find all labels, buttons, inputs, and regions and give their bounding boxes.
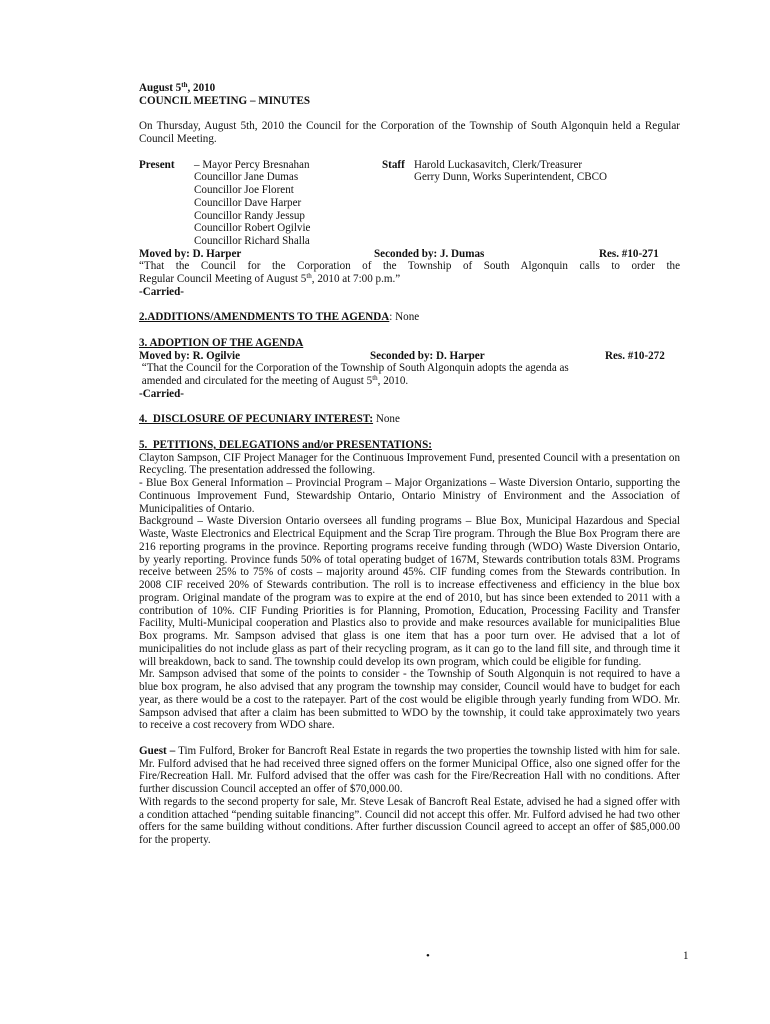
- attendance-block: [139, 159, 680, 248]
- motion1-carried: -Carried-: [139, 285, 184, 298]
- staff-label: Staff: [382, 158, 405, 171]
- motion1-text-a: “That the Council for the Corporation of the Township of South Algonquin calls to order the: [139, 260, 680, 273]
- motion2-text-b: amended and circulated for the meeting of August 5th, 2010.: [139, 374, 409, 387]
- page-number: 1: [683, 950, 689, 962]
- section5-p3: Background – Waste Diversion Ontario oversees all funding programs – Blue Box, Municipal Hazardous and Special Waste, Waste Electronics and Electrical Equipment and the Scrap Tire program. Through the Blue Box Program there are 216 reporting programs in the province. Reporting programs receive funding through (WDO) Waste Diversion Ontario, by yearly reporting. Province funds 50% of total operating budget of 167M, Stewards contribution totals 83M. Programs receive between 25% to 75% of costs – majority around 45%. CIF funding comes from the Stewards contribution. In 2008 CIF received 20% of Stewards contribution. The roll is to increase effectiveness and efficiency in the blue box program. Original mandate of the program was to expire at the end of 2010, but has since been extended to 2011 with a contribution of 10%. CIF Funding Priorities is for Planning, Promotion, Education, Processing Facility and Transfer Facility, Multi-Municipal cooperation and Plastics also to provide and make resources available for municipalities Blue Box programs. Mr. Sampson advised that glass is one item that has a poor turn over. He advised that a lot of municipalities do not include glass as part of their recycling program, as it can go to the land fill site, and through time it will breakdown, back to sand. The township could develop its own program, which could be eligible for funding.: [139, 515, 680, 668]
- motion1-text-b: Regular Council Meeting of August 5th, 2010 at 7:00 p.m.”: [139, 272, 401, 285]
- section4-value: None: [373, 413, 400, 426]
- present-member: Councillor Joe Florent: [194, 184, 294, 196]
- footer-bullet-icon: •: [426, 950, 430, 962]
- motion2-header: [139, 350, 680, 363]
- section5-heading: 5. PETITIONS, DELEGATIONS and/or PRESENTATIONS:: [139, 438, 432, 451]
- motion1-moved: Moved by: D. Harper: [139, 247, 242, 260]
- present-member: Councillor Randy Jessup: [194, 209, 305, 222]
- motion1-res: Res. #10-271: [599, 247, 659, 260]
- section2-value: : None: [389, 311, 420, 324]
- document-title: COUNCIL MEETING – MINUTES: [139, 94, 311, 107]
- section5-p1: Clayton Sampson, CIF Project Manager for the Continuous Improvement Fund, presented Council with a presentation on Recycling. The presentation addressed the following.: [139, 451, 680, 477]
- section5-p5: Guest – Tim Fulford, Broker for Bancroft Real Estate in regards the two properties the township listed with him for sale. Mr. Fulford advised that he had received three signed offers on the former Municipal Office, also one signed offer for the Fire/Recreation Hall. Mr. Fulford advised that the offer was cash for the Fire/Recreation Hall with no conditions. After further discussion Council accepted an offer of $70,000.00.: [139, 744, 681, 795]
- staff-list: [414, 159, 607, 185]
- section4-heading: 4. DISCLOSURE OF PECUNIARY INTEREST:: [139, 413, 374, 426]
- motion2-carried: -Carried-: [139, 387, 184, 400]
- staff-member: Harold Luckasavitch, Clerk/Treasurer: [414, 158, 583, 171]
- motion2-res: Res. #10-272: [605, 349, 665, 362]
- motion1-header: [139, 248, 680, 261]
- section2: [139, 311, 680, 324]
- section3-heading: 3. ADOPTION OF THE AGENDA: [139, 336, 304, 349]
- section4: [139, 413, 680, 426]
- motion2-text-a: “That the Council for the Corporation of the Township of South Algonquin adopts the agenda as: [139, 362, 569, 375]
- motion2-seconded: Seconded by: D. Harper: [370, 349, 485, 362]
- present-member: Councillor Dave Harper: [194, 196, 302, 209]
- motion2-moved: Moved by: R. Ogilvie: [139, 349, 241, 362]
- section5-p6: With regards to the second property for sale, Mr. Steve Lesak of Bancroft Real Estate, advised he had a signed offer with a condition attached “pending suitable financing”. Council did not accept this offer. Mr. Fulford advised he had two other offers for the same building without conditions. After further discussion Council agreed to accept an offer of $85,000.00 for the property.: [139, 795, 680, 846]
- present-member: – Mayor Percy Bresnahan: [194, 158, 310, 171]
- section2-heading: 2.ADDITIONS/AMENDMENTS TO THE AGENDA: [139, 311, 390, 324]
- present-member: Councillor Robert Ogilvie: [194, 222, 311, 235]
- staff-member: Gerry Dunn, Works Superintendent, CBCO: [414, 171, 608, 184]
- guest-label: Guest –: [139, 744, 176, 757]
- present-member: Councillor Jane Dumas: [194, 171, 299, 184]
- section5-p2: - Blue Box General Information – Provincial Program – Major Organizations – Waste Diversion Ontario, supporting the Continuous Improvement Fund, Stewardship Ontario, Ontario Ministry of Environment and the Association of Municipalities of Ontario.: [139, 477, 680, 515]
- present-list: [194, 159, 310, 248]
- motion1-seconded: Seconded by: J. Dumas: [374, 247, 485, 260]
- section5-p4: Mr. Sampson advised that some of the points to consider - the Township of South Algonquin is not required to have a blue box program, he also advised that any program the township may consider, Council would have to budget for each year, as there would be a cost to the ratepayer. Part of the cost would be eligible through yearly funding from WDO. Mr. Sampson advised that after a claim has been submitted to WDO by the township, it could take approximately two years to receive a cost recovery from WDO share.: [139, 668, 680, 732]
- present-member: Councillor Richard Shalla: [194, 235, 310, 247]
- intro-paragraph: On Thursday, August 5th, 2010 the Council for the Corporation of the Township of South Algonquin held a Regular Council Meeting.: [139, 120, 680, 145]
- meeting-date: August 5th, 2010: [139, 81, 216, 94]
- present-label: Present: [139, 158, 175, 171]
- minutes-page: [139, 82, 680, 847]
